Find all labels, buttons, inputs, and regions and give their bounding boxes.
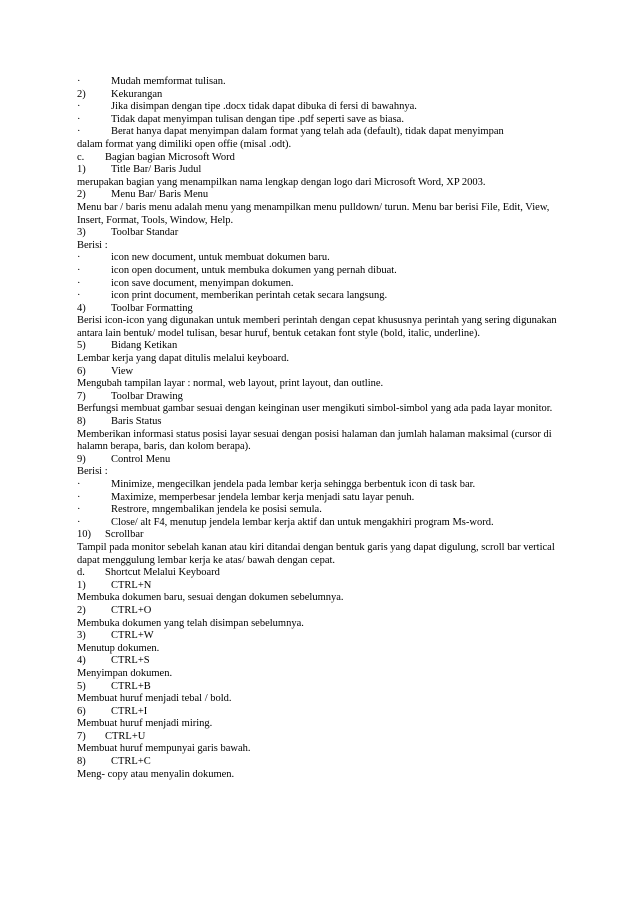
text-line xyxy=(77,630,567,643)
bullet-marker: · xyxy=(77,264,81,276)
text-line xyxy=(77,655,567,668)
text-line xyxy=(77,643,567,656)
line-text: Bidang Ketikan xyxy=(111,340,178,352)
text-line xyxy=(77,227,567,240)
line-text: Shortcut Melalui Keyboard xyxy=(105,567,220,579)
line-text: Toolbar Formatting xyxy=(111,302,193,314)
bullet-marker: · xyxy=(77,277,81,289)
line-text: Membuka dokumen baru, sesuai dengan dokumen sebelumnya. xyxy=(77,592,344,604)
line-text: CTRL+B xyxy=(111,680,151,692)
line-text: merupakan bagian yang menampilkan nama lengkap dengan logo dari Microsoft Word, XP 2003. xyxy=(77,176,486,188)
bullet-marker: · xyxy=(77,252,81,264)
line-text: CTRL+N xyxy=(111,579,152,591)
list-number: 2) xyxy=(77,189,86,201)
line-text: Mengubah tampilan layar : normal, web layout, print layout, dan outline. xyxy=(77,378,384,390)
line-text: dalam format yang dimiliki open offie (misal .odt). xyxy=(77,138,292,150)
list-number: 6) xyxy=(77,705,86,717)
line-text: Minimize, mengecilkan jendela pada lembar kerja sehingga berbentuk icon di task bar. xyxy=(111,479,476,490)
text-line xyxy=(77,315,567,340)
text-line xyxy=(77,429,567,454)
text-line xyxy=(77,403,567,416)
list-number: 1) xyxy=(77,579,86,591)
text-line xyxy=(77,668,567,681)
line-text: Toolbar Standar xyxy=(111,227,179,239)
line-text: Membuat huruf menjadi miring. xyxy=(77,718,213,730)
text-line xyxy=(77,189,567,202)
line-text: Close/ alt F4, menutup jendela lembar kerja aktif dan untuk mengakhiri program Ms-word. xyxy=(111,516,494,528)
line-text: CTRL+I xyxy=(111,705,148,717)
line-text: Menu bar / baris menu adalah menu yang menampilkan menu pulldown/ turun. Menu bar berisi File, Edit, View, Insert, Format, Tools, Window, Help. xyxy=(77,201,550,226)
list-number: 9) xyxy=(77,453,86,465)
text-line xyxy=(77,265,567,278)
text-line xyxy=(77,681,567,694)
text-line xyxy=(77,605,567,618)
list-number: 10) xyxy=(77,529,91,541)
line-text: Restrore, mngembalikan jendela ke posisi semula. xyxy=(111,504,322,516)
line-text: Jika disimpan dengan tipe .docx tidak dapat dibuka di fersi di bawahnya. xyxy=(111,101,417,113)
line-text: Mudah memformat tulisan. xyxy=(111,76,226,87)
text-line xyxy=(77,769,567,782)
text-line xyxy=(77,542,567,567)
text-line xyxy=(77,743,567,756)
text-line xyxy=(77,177,567,190)
text-line xyxy=(77,567,567,580)
line-text: View xyxy=(111,365,134,377)
line-text: Berfungsi membuat gambar sesuai dengan keinginan user mengikuti simbol-simbol yang ada pada layar monitor. xyxy=(77,403,553,415)
list-number: 8) xyxy=(77,416,86,428)
list-number: d. xyxy=(77,567,85,579)
list-number: 3) xyxy=(77,227,86,239)
list-number: c. xyxy=(77,151,85,163)
line-text: Membuka dokumen yang telah disimpan sebelumnya. xyxy=(77,617,304,629)
list-number: 2) xyxy=(77,88,86,100)
bullet-marker: · xyxy=(77,491,81,503)
text-line xyxy=(77,303,567,316)
bullet-marker: · xyxy=(77,504,81,516)
text-line xyxy=(77,126,567,139)
line-text: CTRL+U xyxy=(105,730,146,742)
text-line xyxy=(77,278,567,291)
text-line xyxy=(77,592,567,605)
text-line xyxy=(77,76,567,89)
list-number: 4) xyxy=(77,302,86,314)
text-line xyxy=(77,378,567,391)
text-line xyxy=(77,391,567,404)
text-line xyxy=(77,416,567,429)
line-text: icon print document, memberikan perintah cetak secara langsung. xyxy=(111,290,388,302)
line-text: Berisi : xyxy=(77,239,108,251)
text-line xyxy=(77,202,567,227)
text-line xyxy=(77,731,567,744)
bullet-marker: · xyxy=(77,76,81,87)
text-line xyxy=(77,529,567,542)
text-line xyxy=(77,718,567,731)
bullet-marker: · xyxy=(77,290,81,302)
line-text: Lembar kerja yang dapat ditulis melalui keyboard. xyxy=(77,353,289,365)
line-text: Tampil pada monitor sebelah kanan atau kiri ditandai dengan bentuk garis yang dapat digulung, scroll bar vertical dapat menggulung lembar kerja ke atas/ bawah dengan cepat. xyxy=(77,541,555,566)
line-text: Memberikan informasi status posisi layar sesuai dengan posisi halaman dan jumlah halaman maksimal (cursor di halamn berapa, baris, dan kolom berapa). xyxy=(77,428,552,453)
line-text: Berisi : xyxy=(77,466,108,478)
text-line xyxy=(77,580,567,593)
text-line xyxy=(77,504,567,517)
text-line xyxy=(77,492,567,505)
bullet-marker: · xyxy=(77,516,81,528)
line-text: Menutup dokumen. xyxy=(77,642,160,654)
line-text: Kekurangan xyxy=(111,88,163,100)
line-text: CTRL+W xyxy=(111,630,154,642)
line-text: Control Menu xyxy=(111,453,171,465)
line-text: Maximize, memperbesar jendela lembar kerja menjadi satu layar penuh. xyxy=(111,491,415,503)
line-text: Menu Bar/ Baris Menu xyxy=(111,189,209,201)
text-line xyxy=(77,290,567,303)
line-text: Scrollbar xyxy=(105,529,144,541)
line-text: Baris Status xyxy=(111,416,162,428)
line-text: Title Bar/ Baris Judul xyxy=(111,164,202,176)
line-text: CTRL+O xyxy=(111,604,152,616)
text-line xyxy=(77,114,567,127)
text-line xyxy=(77,454,567,467)
text-line xyxy=(77,366,567,379)
text-line xyxy=(77,152,567,165)
text-line xyxy=(77,139,567,152)
list-number: 3) xyxy=(77,630,86,642)
list-number: 5) xyxy=(77,340,86,352)
text-line xyxy=(77,706,567,719)
line-text: icon save document, menyimpan dokumen. xyxy=(111,277,294,289)
line-text: icon open document, untuk membuka dokumen yang pernah dibuat. xyxy=(111,264,397,276)
line-text: Berat hanya dapat menyimpan dalam format yang telah ada (default), tidak dapat menyimpan xyxy=(111,126,504,138)
text-line xyxy=(77,240,567,253)
list-number: 4) xyxy=(77,655,86,667)
line-text: Menyimpan dokumen. xyxy=(77,667,173,679)
list-number: 8) xyxy=(77,756,86,768)
text-line xyxy=(77,618,567,631)
text-line xyxy=(77,756,567,769)
line-text: Berisi icon-icon yang digunakan untuk memberi perintah dengan cepat khususnya perintah yang sering digunakan antara lain bentuk/ model tulisan, besar huruf, bentuk cetakan font style (bold, italic, underline). xyxy=(77,315,557,339)
line-text: Tidak dapat menyimpan tulisan dengan tipe .pdf seperti save as biasa. xyxy=(111,113,404,125)
text-line xyxy=(77,517,567,530)
list-number: 1) xyxy=(77,164,86,176)
document-body xyxy=(77,76,567,781)
line-text: icon new document, untuk membuat dokumen baru. xyxy=(111,252,330,264)
line-text: Membuat huruf menjadi tebal / bold. xyxy=(77,693,232,705)
bullet-marker: · xyxy=(77,101,81,113)
text-line xyxy=(77,353,567,366)
line-text: Meng- copy atau menyalin dokumen. xyxy=(77,768,235,780)
list-number: 7) xyxy=(77,390,86,402)
bullet-marker: · xyxy=(77,113,81,125)
text-line xyxy=(77,252,567,265)
text-line xyxy=(77,693,567,706)
text-line xyxy=(77,340,567,353)
line-text: CTRL+C xyxy=(111,756,151,768)
text-line xyxy=(77,466,567,479)
text-line xyxy=(77,164,567,177)
text-line xyxy=(77,89,567,102)
list-number: 7) xyxy=(77,730,86,742)
bullet-marker: · xyxy=(77,479,81,490)
list-number: 5) xyxy=(77,680,86,692)
text-line xyxy=(77,101,567,114)
line-text: Bagian bagian Microsoft Word xyxy=(105,151,235,163)
text-line xyxy=(77,479,567,492)
line-text: CTRL+S xyxy=(111,655,150,667)
line-text: Membuat huruf mempunyai garis bawah. xyxy=(77,743,251,755)
list-number: 2) xyxy=(77,604,86,616)
list-number: 6) xyxy=(77,365,86,377)
line-text: Toolbar Drawing xyxy=(111,390,183,402)
bullet-marker: · xyxy=(77,126,81,138)
